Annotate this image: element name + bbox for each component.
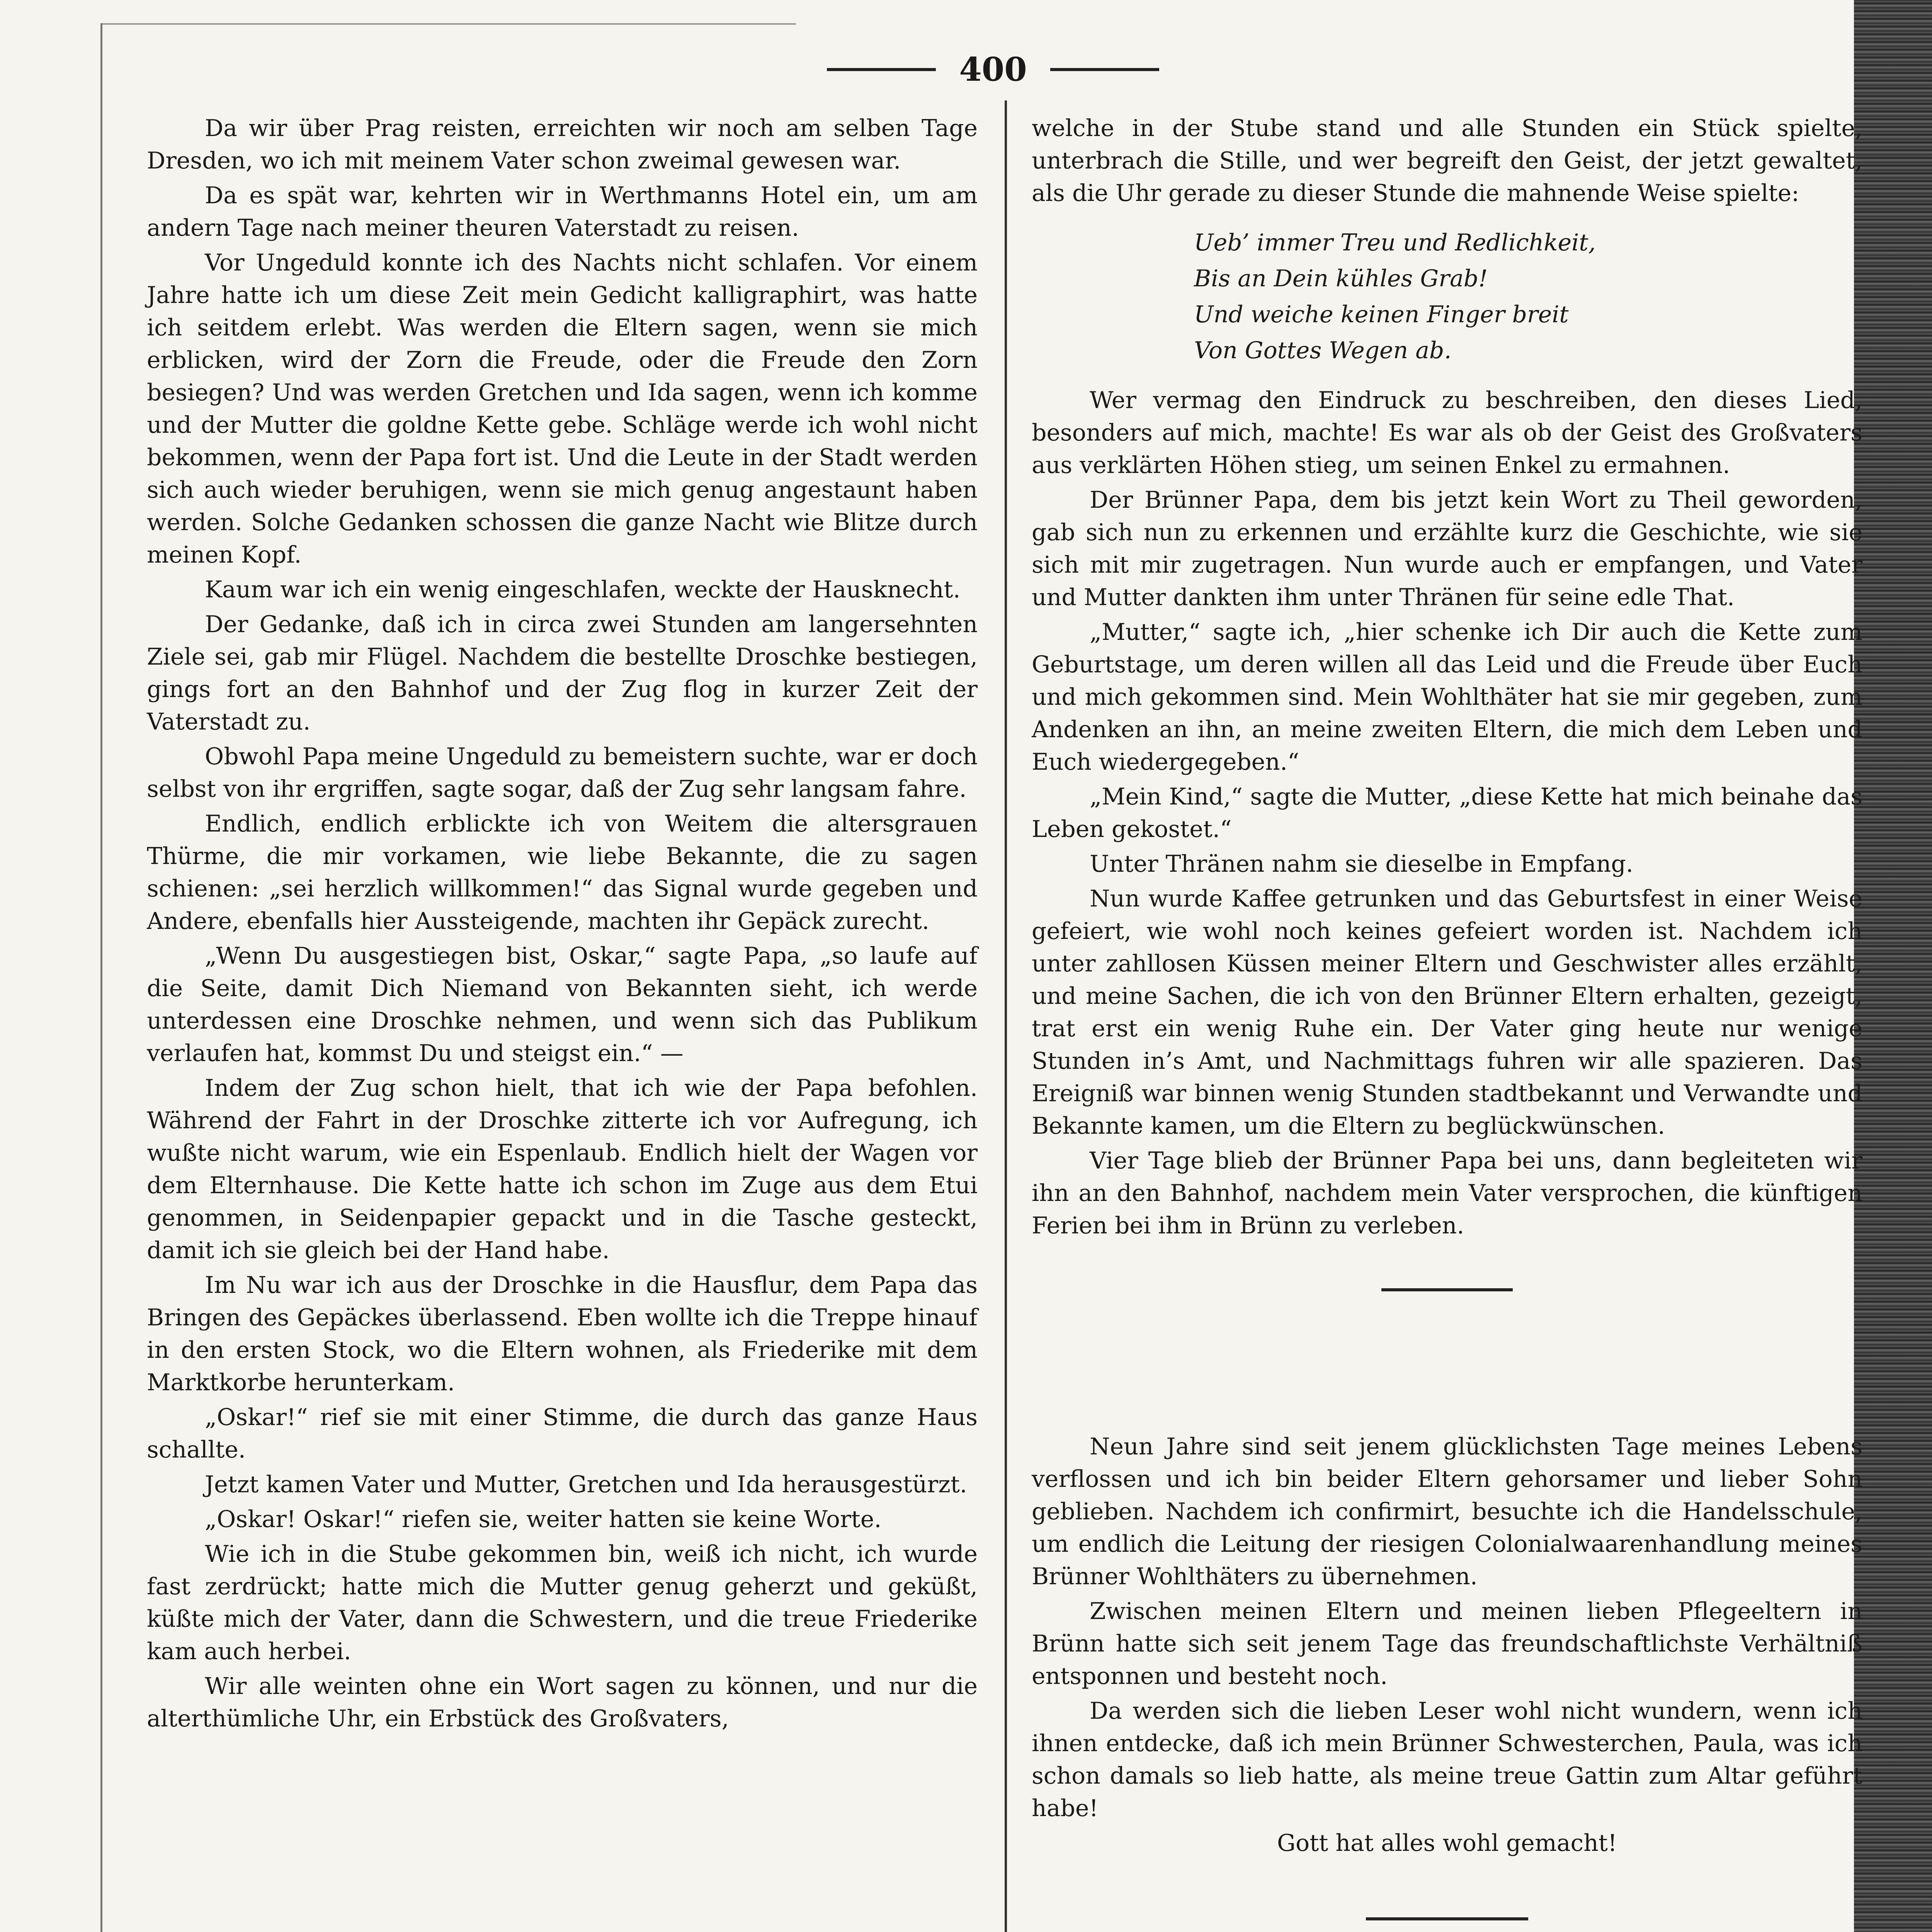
- paragraph: Da werden sich die lieben Leser wohl nicht wundern, wenn ich ihnen entdecke, daß ich mein Brünner Schwesterchen, Paula, was ich schon damals so lieb hatte, als meine treue Gattin zum Altar geführt habe!: [1032, 1697, 1862, 1822]
- closing-line: Gott hat alles wohl gemacht!: [1277, 1830, 1617, 1857]
- paragraph: Der Gedanke, daß ich in circa zwei Stunden am langersehnten Ziele sei, gab mir Flügel. Nachdem die bestellte Droschke bestiegen, gings fort an den Bahnhof und der Zug flog in kurzer Zeit der Vaterstadt zu.: [147, 611, 978, 735]
- page-number: 400: [959, 50, 1027, 88]
- section-separator: [1381, 1288, 1513, 1291]
- paragraph: welche in der Stube stand und alle Stunden ein Stück spielte, unterbrach die Stille, und wer begreift den Geist, der jetzt gewaltet, als die Uhr gerade zu dieser Stunde die mahnende Weise spielte:: [1032, 115, 1862, 207]
- paragraph: Vier Tage blieb der Brünner Papa bei uns, dann begleiteten wir ihn an den Bahnhof, nachdem mein Vater versprochen, die künftigen Ferien bei ihm in Brünn zu verleben.: [1032, 1147, 1862, 1239]
- right-column: [1032, 112, 1862, 1920]
- paragraph: „Oskar!“ rief sie mit einer Stimme, die durch das ganze Haus schallte.: [147, 1404, 978, 1463]
- paragraph: Unter Thränen nahm sie dieselbe in Empfang.: [1090, 850, 1633, 878]
- paragraph: Vor Ungeduld konnte ich des Nachts nicht schlafen. Vor einem Jahre hatte ich um diese Zeit mein Gedicht kalligraphirt, was hatte ich seitdem erlebt. Was werden die Eltern sagen, wenn sie mich erblicken, wird der Zorn die Freude, oder die Freude den Zorn besiegen? Und was werden Gretchen und Ida sagen, wenn ich komme und der Mutter die goldne Kette gebe. Schläge werde ich wohl nicht bekommen, wenn der Papa fort ist. Und die Leute in der Stadt werden sich auch wieder beruhigen, wenn sie mich genug angestaunt haben werden. Solche Gedanken schossen die ganze Nacht wie Blitze durch meinen Kopf.: [147, 249, 978, 568]
- header-dash-left: [827, 68, 936, 71]
- paragraph: Nun wurde Kaffee getrunken und das Geburtsfest in einer Weise gefeiert, wie wohl noch keines gefeiert worden ist. Nachdem ich unter zahllosen Küssen meiner Eltern und Geschwister alles erzählt, und meine Sachen, die ich von den Brünner Eltern erhalten, gezeigt, trat erst ein wenig Ruhe ein. Der Vater ging heute nur wenige Stunden in’s Amt, und Nachmittags fuhren wir alle spazieren. Das Ereigniß war binnen wenig Stunden stadtbekannt und Verwandte und Bekannte kamen, um die Eltern zu beglückwünschen.: [1032, 885, 1862, 1139]
- verse-line: Und weiche keinen Finger breit: [1194, 301, 1569, 328]
- paragraph: Zwischen meinen Eltern und meinen lieben Pflegeeltern in Brünn hatte sich seit jenem Tage das freundschaftlichste Verhältniß entsponnen und besteht noch.: [1032, 1598, 1862, 1690]
- paragraph: „Mein Kind,“ sagte die Mutter, „diese Kette hat mich beinahe das Leben gekostet.“: [1032, 783, 1862, 843]
- header-dash-right: [1050, 68, 1159, 71]
- paragraph: Wie ich in die Stube gekommen bin, weiß ich nicht, ich wurde fast zerdrückt; hatte mich die Mutter genug geherzt und geküßt, küßte mich der Vater, dann die Schwestern, und die treue Friederike kam auch herbei.: [147, 1541, 978, 1665]
- page-frame-left: [100, 23, 102, 1932]
- paragraph: Im Nu war ich aus der Droschke in die Hausflur, dem Papa das Bringen des Gepäckes überlassend. Eben wollte ich die Treppe hinauf in den ersten Stock, wo die Eltern wohnen, als Friederike mit dem Marktkorbe herunterkam.: [147, 1272, 978, 1396]
- paragraph: Da wir über Prag reisten, erreichten wir noch am selben Tage Dresden, wo ich mit meinem Vater schon zweimal gewesen war.: [147, 115, 978, 174]
- paragraph: „Wenn Du ausgestiegen bist, Oskar,“ sagte Papa, „so laufe auf die Seite, damit Dich Niemand von Bekannten sieht, ich werde unterdessen eine Droschke nehmen, und wenn sich das Publikum verlaufen hat, kommst Du und steigst ein.“ —: [147, 942, 978, 1067]
- verse-line: Bis an Dein kühles Grab!: [1194, 265, 1488, 292]
- paragraph: Jetzt kamen Vater und Mutter, Gretchen und Ida herausgestürzt.: [205, 1471, 967, 1498]
- verse-block: [1194, 225, 1862, 369]
- paragraph: Indem der Zug schon hielt, that ich wie der Papa befohlen. Während der Fahrt in der Droschke zitterte ich vor Aufregung, ich wußte nicht warum, wie ein Espenlaub. Endlich hielt der Wagen vor dem Elternhause. Die Kette hatte ich schon im Zuge aus dem Etui genommen, in Seidenpapier gepackt und in die Tasche gesteckt, damit ich sie gleich bei der Hand habe.: [147, 1075, 978, 1264]
- paragraph: Kaum war ich ein wenig eingeschlafen, weckte der Hausknecht.: [205, 576, 961, 603]
- paragraph: Der Brünner Papa, dem bis jetzt kein Wort zu Theil geworden, gab sich nun zu erkennen und erzählte kurz die Geschichte, wie sie sich mit mir zugetragen. Nun wurde auch er empfangen, und Vater und Mutter dankten ihm unter Thränen für seine edle That.: [1032, 486, 1862, 611]
- paragraph: Wir alle weinten ohne ein Wort sagen zu können, und nur die alterthümliche Uhr, ein Erbstück des Großvaters,: [147, 1673, 978, 1732]
- end-separator: [1366, 1917, 1528, 1920]
- paragraph: Neun Jahre sind seit jenem glücklichsten Tage meines Lebens verflossen und ich bin beider Eltern gehorsamer und lieber Sohn geblieben. Nachdem ich confirmirt, besuchte ich die Handelsschule, um endlich die Leitung der riesigen Colonialwaarenhandlung meines Brünner Wohlthäters zu übernehmen.: [1032, 1433, 1862, 1590]
- paragraph: Wer vermag den Eindruck zu beschreiben, den dieses Lied, besonders auf mich, machte! Es war als ob der Geist des Großvaters aus verklärten Höhen stieg, um seinen Enkel zu ermahnen.: [1032, 387, 1862, 479]
- column-divider: [1005, 100, 1007, 1932]
- verse-line: Ueb’ immer Treu und Redlichkeit,: [1194, 229, 1596, 256]
- paragraph: Obwohl Papa meine Ungeduld zu bemeistern suchte, war er doch selbst von ihr ergriffen, sagte sogar, daß der Zug sehr langsam fahre.: [147, 743, 978, 803]
- paragraph: Endlich, endlich erblickte ich von Weitem die altersgrauen Thürme, die mir vorkamen, wie liebe Bekannte, die zu sagen schienen: „sei herzlich willkommen!“ das Signal wurde gegeben und Andere, ebenfalls hier Aussteigende, machten ihr Gepäck zurecht.: [147, 810, 978, 935]
- left-column: [147, 112, 978, 1737]
- page-frame-top: [100, 23, 796, 25]
- paragraph: Da es spät war, kehrten wir in Werthmanns Hotel ein, um am andern Tage nach meiner theuren Vaterstadt zu reisen.: [147, 182, 978, 242]
- verse-line: Von Gottes Wegen ab.: [1194, 337, 1452, 364]
- paragraph: „Mutter,“ sagte ich, „hier schenke ich Dir auch die Kette zum Geburtstage, um deren willen all das Leid und die Freude über Euch und mich gekommen sind. Mein Wohlthäter hat sie mir gegeben, zum Andenken an ihn, an meine zweiten Eltern, die mich dem Leben und Euch wiedergegeben.“: [1032, 619, 1862, 776]
- paragraph: „Oskar! Oskar!“ riefen sie, weiter hatten sie keine Worte.: [205, 1506, 882, 1533]
- scan-edge-shadow: [1854, 0, 1932, 1932]
- page-header: [827, 50, 1159, 88]
